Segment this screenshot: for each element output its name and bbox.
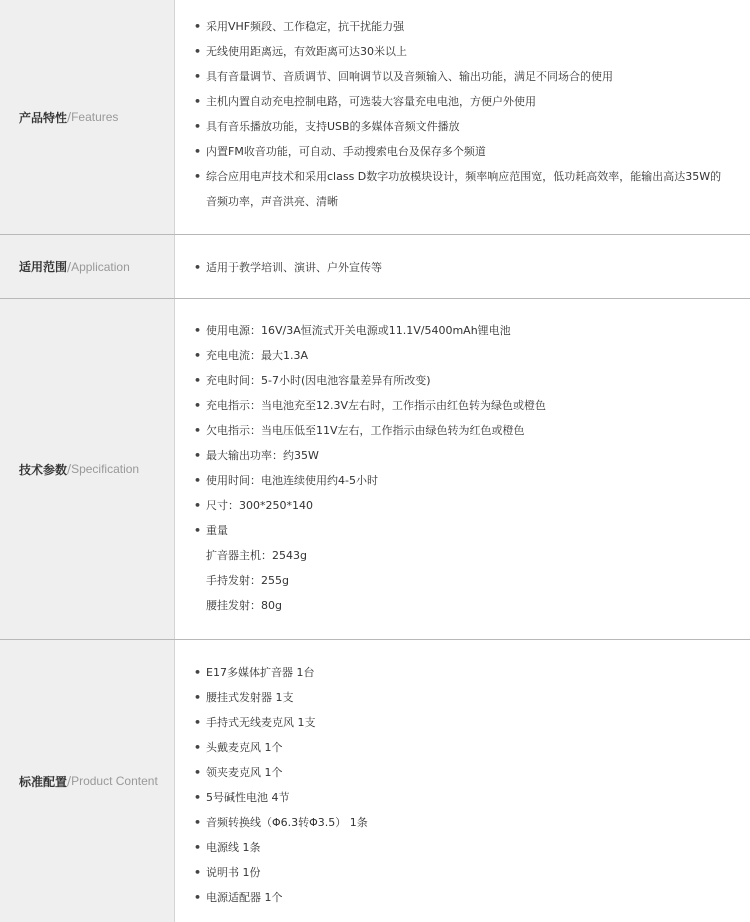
bullet-icon: • [194,70,202,83]
bullet-icon: • [194,866,202,879]
list-item [194,710,742,735]
weight-item [194,543,742,568]
list-item [194,418,742,443]
weight-item-text: 腰挂发射：80g [206,599,282,612]
list-item [194,255,742,280]
list-item [194,14,742,39]
list-item [194,810,742,835]
weight-item [194,568,742,593]
features-label-cell [0,0,175,234]
bullet-icon: • [194,20,202,33]
specification-label-cell [0,299,175,639]
list-item-text: 具有音量调节、音质调节、回响调节以及音频输入、输出功能，满足不同场合的使用 [206,70,613,83]
bullet-icon: • [194,349,202,362]
bullet-icon: • [194,791,202,804]
list-item [194,518,742,543]
list-item-text: 尺寸：300*250*140 [206,499,313,512]
list-item-text: 充电时间：5-7小时(因电池容量差异有所改变) [206,374,431,387]
list-item [194,164,742,214]
label-slash: / [67,462,72,476]
list-item-text: 充电电流：最大1.3A [206,349,309,362]
list-item-text: 电源适配器 1个 [206,891,283,904]
list-item [194,368,742,393]
list-item [194,735,742,760]
bullet-icon: • [194,816,202,829]
bullet-icon: • [194,666,202,679]
list-item [194,343,742,368]
list-item [194,860,742,885]
specification-list [175,299,750,639]
list-item [194,660,742,685]
list-item [194,318,742,343]
list-item-text: 头戴麦克风 1个 [206,741,283,754]
list-item [194,443,742,468]
list-item-text: 欠电指示：当电压低至11V左右，工作指示由绿色转为红色或橙色 [206,424,525,437]
bullet-icon: • [194,524,202,537]
bullet-icon: • [194,716,202,729]
list-item-text: 音频转换线（Φ6.3转Φ3.5） 1条 [206,816,368,829]
bullet-icon: • [194,399,202,412]
list-item-text: 适用于教学培训、演讲、户外宣传等 [206,261,382,274]
product-content-list [175,640,750,922]
list-item [194,835,742,860]
bullet-icon: • [194,474,202,487]
list-item-text: E17多媒体扩音器 1台 [206,666,315,679]
weight-item [194,593,742,618]
list-item [194,785,742,810]
list-item [194,114,742,139]
list-item-text: 5号碱性电池 4节 [206,791,290,804]
bullet-icon: • [194,170,202,183]
list-item [194,760,742,785]
list-item-text: 综合应用电声技术和采用class D数字功放模块设计，频率响应范围宽，低功耗高效率，能输出高达35W的音频功率，声音洪亮、清晰 [206,170,722,208]
list-item [194,139,742,164]
list-item-text: 领夹麦克风 1个 [206,766,283,779]
specification-label-en: Specification [71,462,140,476]
application-label-cell [0,235,175,298]
specification-label-zh: 技术参数 [19,462,68,477]
list-item-text: 重量 [206,524,228,537]
bullet-icon: • [194,261,202,274]
bullet-icon: • [194,766,202,779]
list-item-text: 充电指示：当电池充至12.3V左右时，工作指示由红色转为绿色或橙色 [206,399,547,412]
bullet-icon: • [194,95,202,108]
product-content-label-en: Product Content [71,774,158,788]
specification-row [0,299,750,640]
features-label-en: Features [71,110,119,124]
list-item [194,493,742,518]
bullet-icon: • [194,499,202,512]
bullet-icon: • [194,145,202,158]
application-label-en: Application [71,259,130,274]
list-item-text: 手持式无线麦克风 1支 [206,716,316,729]
list-item-text: 具有音乐播放功能，支持USB的多媒体音频文件播放 [206,120,460,133]
features-row [0,0,750,235]
bullet-icon: • [194,741,202,754]
application-label-zh: 适用范围 [19,260,68,274]
label-slash: / [67,110,72,124]
bullet-icon: • [194,891,202,904]
weight-item-text: 扩音器主机：2543g [206,549,307,562]
bullet-icon: • [194,841,202,854]
application-row [0,235,750,299]
product-content-label-zh: 标准配置 [19,774,68,789]
weight-item-text: 手持发射：255g [206,574,289,587]
list-item [194,39,742,64]
list-item-text: 说明书 1份 [206,866,261,879]
product-content-label-cell [0,640,175,922]
list-item-text: 采用VHF频段、工作稳定，抗干扰能力强 [206,20,405,33]
bullet-icon: • [194,424,202,437]
list-item-text: 使用时间：电池连续使用约4-5小时 [206,474,378,487]
bullet-icon: • [194,45,202,58]
features-label-zh: 产品特性 [19,110,68,125]
label-slash: / [67,259,72,274]
list-item-text: 最大输出功率：约35W [206,449,319,462]
features-list [175,0,750,234]
list-item-text: 内置FM收音功能，可自动、手动搜索电台及保存多个频道 [206,145,486,158]
list-item [194,89,742,114]
list-item [194,468,742,493]
list-item [194,393,742,418]
list-item-text: 使用电源：16V/3A恒流式开关电源或11.1V/5400mAh锂电池 [206,324,511,337]
bullet-icon: • [194,324,202,337]
application-list [175,235,750,298]
bullet-icon: • [194,374,202,387]
product-content-row [0,640,750,922]
list-item [194,885,742,910]
list-item-text: 无线使用距离远，有效距离可达30米以上 [206,45,407,58]
label-slash: / [67,774,72,788]
list-item [194,685,742,710]
list-item-text: 主机内置自动充电控制电路，可选装大容量充电电池，方便户外使用 [206,95,536,108]
list-item [194,64,742,89]
list-item-text: 腰挂式发射器 1支 [206,691,294,704]
bullet-icon: • [194,120,202,133]
bullet-icon: • [194,691,202,704]
bullet-icon: • [194,449,202,462]
list-item-text: 电源线 1条 [206,841,261,854]
